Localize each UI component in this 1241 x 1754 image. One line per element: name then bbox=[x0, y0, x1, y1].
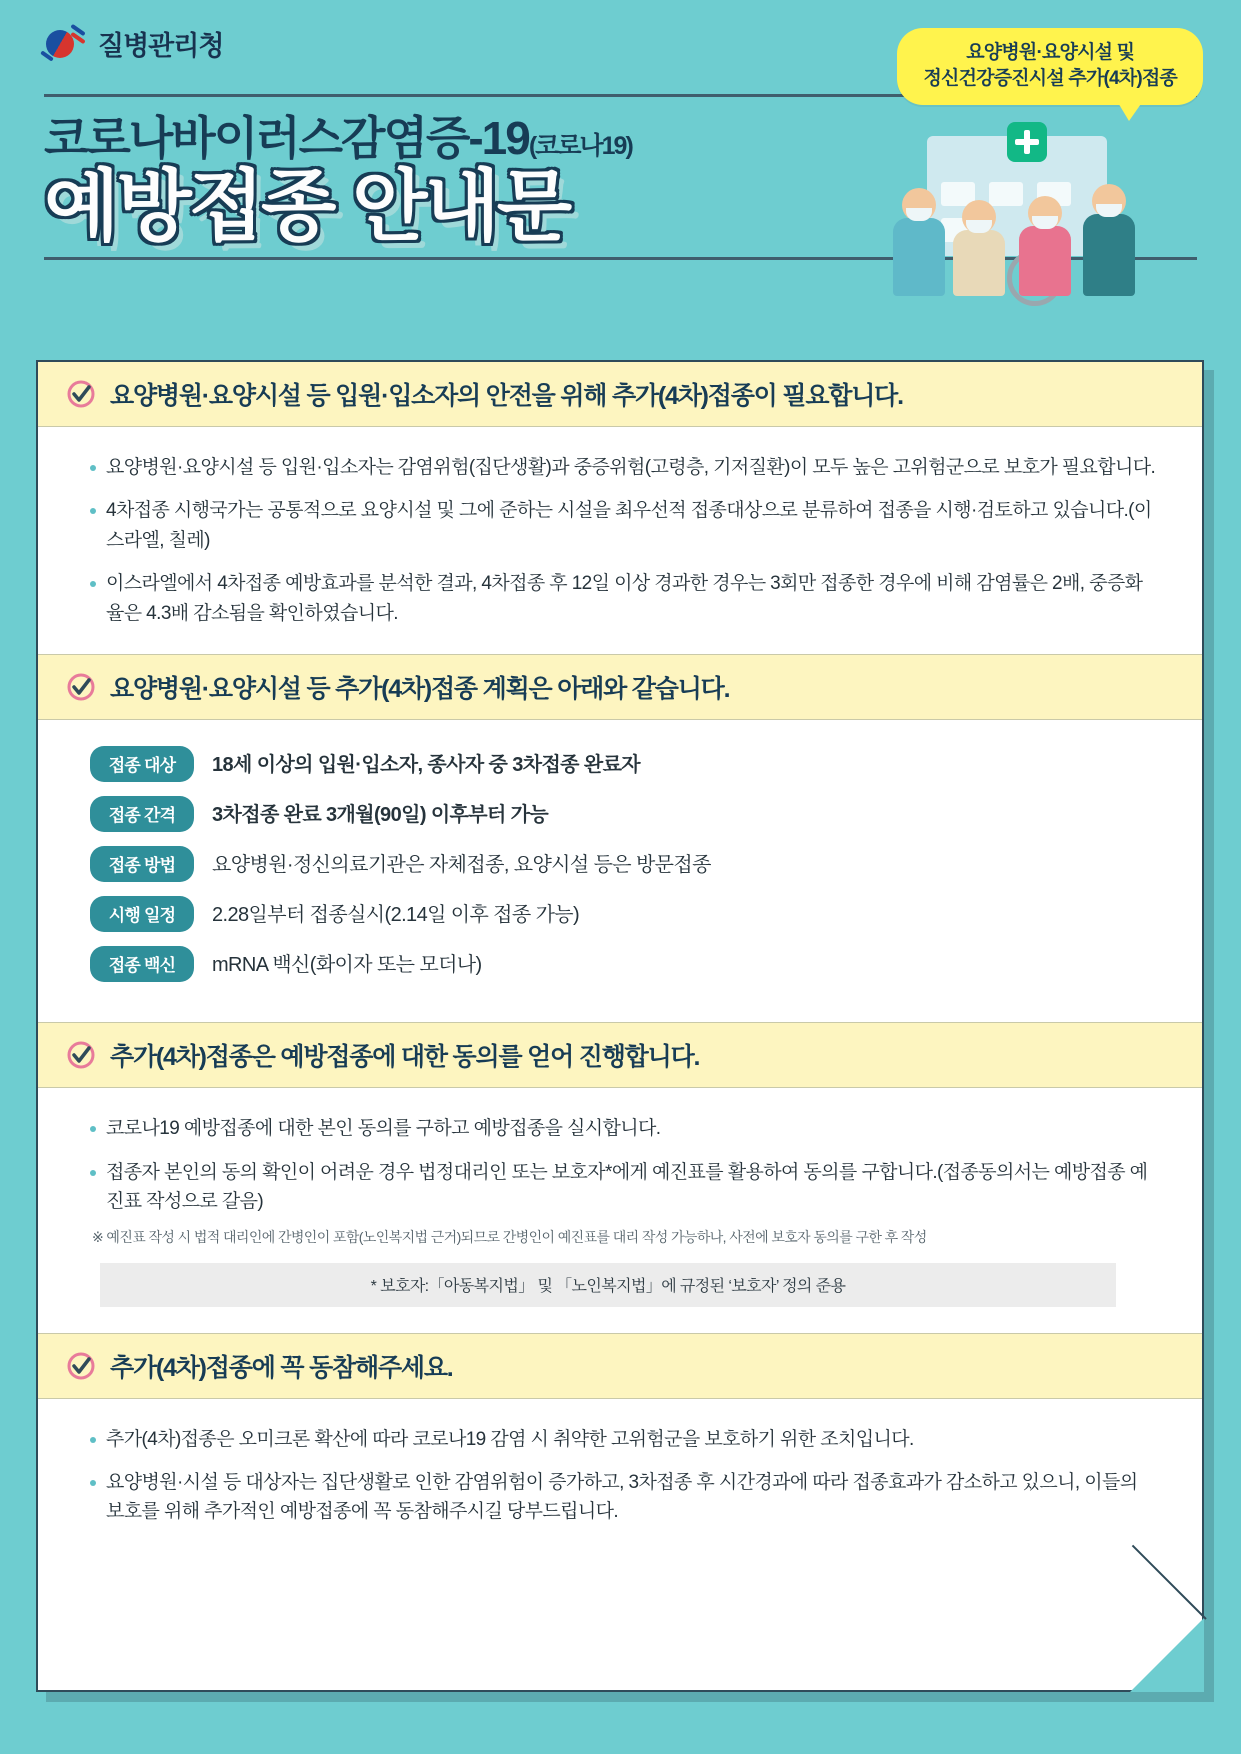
section-body-3 bbox=[38, 1088, 1202, 1332]
plan-tag: 접종 간격 bbox=[90, 796, 194, 832]
page-title-line-2: 예방접종 안내문 bbox=[44, 161, 570, 250]
section-body-1 bbox=[38, 427, 1202, 654]
plan-tag: 시행 일정 bbox=[90, 896, 194, 932]
section-title-4: 추가(4차)접종에 꼭 동참해주세요. bbox=[110, 1353, 453, 1382]
list-item: 코로나19 예방접종에 대한 본인 동의를 구하고 예방접종을 실시합니다. bbox=[90, 1114, 1156, 1143]
list-item: 추가(4차)접종은 오미크론 확산에 따라 코로나19 감염 시 취약한 고위험군을 보호하기 위한 조치입니다. bbox=[90, 1425, 1156, 1454]
guardian-definition-box: * 보호자:「아동복지법」 및 「노인복지법」에 규정된 ‘보호자’ 정의 준용 bbox=[100, 1263, 1116, 1307]
plan-text: 2.28일부터 접종실시(2.14일 이후 접종 가능) bbox=[212, 904, 580, 927]
check-circle-icon bbox=[66, 672, 96, 702]
callout-bubble bbox=[897, 28, 1203, 105]
plan-text: mRNA 백신(화이자 또는 모더나) bbox=[212, 954, 482, 977]
section-title-2: 요양병원·요양시설 등 추가(4차)접종 계획은 아래와 같습니다. bbox=[110, 675, 730, 704]
person-nurse-right bbox=[1083, 184, 1135, 296]
callout-line-2: 정신건강증진시설 추가(4차)접종 bbox=[923, 67, 1177, 89]
section-body-2 bbox=[38, 720, 1202, 1022]
bullet-list-4 bbox=[90, 1425, 1156, 1527]
korea-government-taegeuk-icon bbox=[40, 20, 86, 66]
callout-line-1: 요양병원·요양시설 및 bbox=[966, 42, 1135, 63]
person-elder-seated bbox=[953, 200, 1005, 296]
person-elder-standing bbox=[1019, 196, 1071, 296]
list-item: 요양병원·요양시설 등 입원·입소자는 감염위험(집단생활)과 중증위험(고령층, 기저질환)이 모두 높은 고위험군으로 보호가 필요합니다. bbox=[90, 453, 1156, 482]
bullet-list-1 bbox=[90, 453, 1156, 628]
page-title-sub: (코로나19) bbox=[528, 132, 632, 160]
plan-row bbox=[90, 846, 1156, 882]
plan-row bbox=[90, 746, 1156, 782]
section-title-3: 추가(4차)접종은 예방접종에 대한 동의를 얻어 진행합니다. bbox=[110, 1043, 700, 1072]
plan-row bbox=[90, 796, 1156, 832]
section-header-4 bbox=[38, 1333, 1202, 1399]
plan-row bbox=[90, 946, 1156, 982]
agency-name: 질병관리청 bbox=[98, 30, 224, 61]
card-fold-line bbox=[1132, 1545, 1207, 1620]
plan-tag: 접종 방법 bbox=[90, 846, 194, 882]
list-item: 요양병원·시설 등 대상자는 집단생활로 인한 감염위험이 증가하고, 3차접종 후 시간경과에 따라 접종효과가 감소하고 있으니, 이들의 보호를 위해 추가적인 예방접종에 꼭 동참해주시길 당부드립니다. bbox=[90, 1468, 1156, 1527]
plan-tag: 접종 백신 bbox=[90, 946, 194, 982]
list-item: 접종자 본인의 동의 확인이 어려운 경우 법정대리인 또는 보호자*에게 예진표를 활용하여 동의를 구합니다.(접종동의서는 예방접종 예진표 작성으로 갈음) bbox=[90, 1158, 1156, 1217]
page-title-main: 코로나바이러스감염증-19 bbox=[44, 112, 529, 164]
section-body-4 bbox=[38, 1399, 1202, 1553]
content-card bbox=[36, 360, 1204, 1692]
plan-text: 요양병원·정신의료기관은 자체접종, 요양시설 등은 방문접종 bbox=[212, 854, 711, 877]
section-header-1 bbox=[38, 362, 1202, 427]
plan-text: 3차접종 완료 3개월(90일) 이후부터 가능 bbox=[212, 804, 549, 827]
section-header-3 bbox=[38, 1022, 1202, 1088]
plan-tag: 접종 대상 bbox=[90, 746, 194, 782]
medical-cross-icon bbox=[1007, 122, 1047, 162]
check-circle-icon bbox=[66, 1040, 96, 1070]
list-item: 4차접종 시행국가는 공통적으로 요양시설 및 그에 준하는 시설을 최우선적 접종대상으로 분류하여 접종을 시행·검토하고 있습니다.(이스라엘, 칠레) bbox=[90, 496, 1156, 555]
plan-row bbox=[90, 896, 1156, 932]
section-header-2 bbox=[38, 654, 1202, 720]
check-circle-icon bbox=[66, 379, 96, 409]
bullet-list-3 bbox=[90, 1114, 1156, 1216]
illustration-care-facility bbox=[887, 136, 1187, 296]
list-item: 이스라엘에서 4차접종 예방효과를 분석한 결과, 4차접종 후 12일 이상 경과한 경우는 3회만 접종한 경우에 비해 감염률은 2배, 중증화율은 4.3배 감소됨을 확인하였습니다. bbox=[90, 569, 1156, 628]
plan-text: 18세 이상의 입원·입소자, 종사자 중 3차접종 완료자 bbox=[212, 754, 641, 777]
section-title-1: 요양병원·요양시설 등 입원·입소자의 안전을 위해 추가(4차)접종이 필요합니다. bbox=[110, 382, 903, 410]
person-nurse-left bbox=[893, 188, 945, 296]
footnote-text: ※ 예진표 작성 시 법적 대리인에 간병인이 포함(노인복지법 근거)되므로 간병인이 예진표를 대리 작성 가능하나, 사전에 보호자 동의를 구한 후 작성 bbox=[92, 1228, 927, 1245]
check-circle-icon bbox=[66, 1351, 96, 1381]
